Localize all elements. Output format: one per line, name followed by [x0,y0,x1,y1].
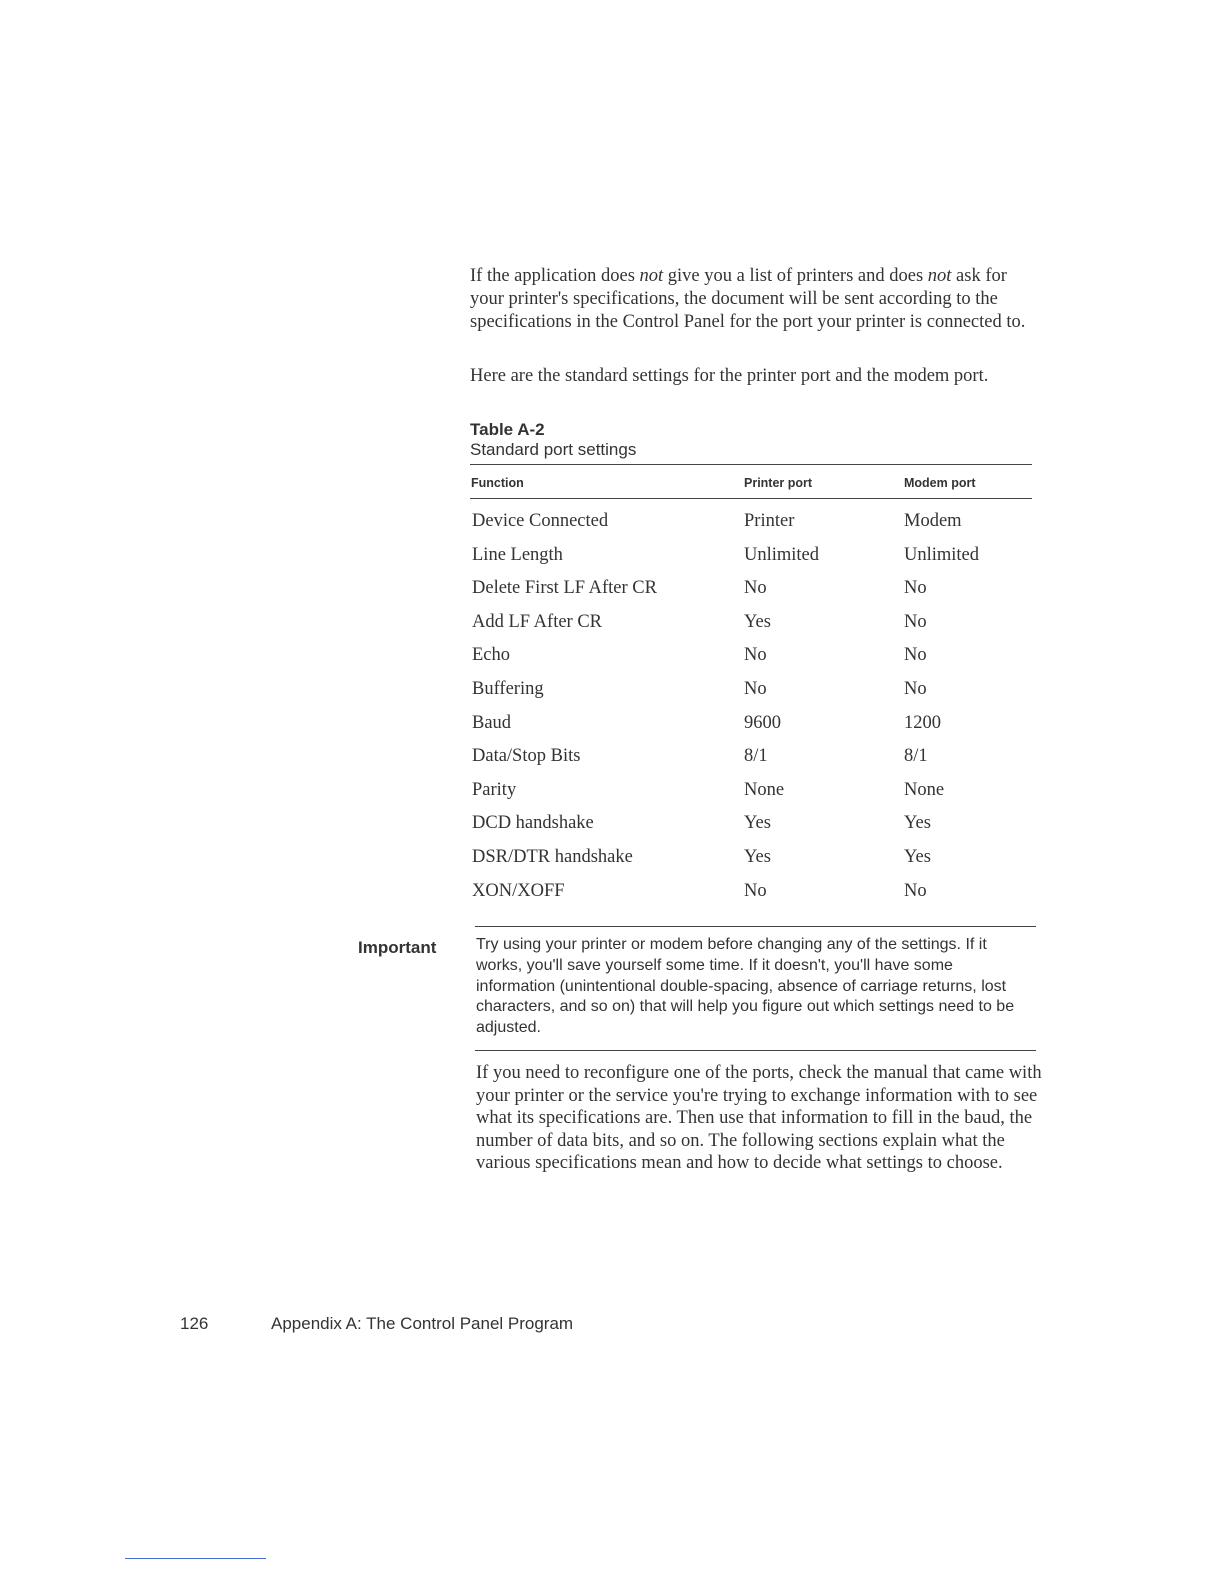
table-row [472,639,1042,673]
table-row [472,740,1042,774]
reconfigure-paragraph: If you need to reconfigure one of the ports, check the manual that came with your printer or the service you're trying to exchange information with to see what its specifications are. Then use that information to fill in the baud, the number of data bits, and so on. The following sections explain what the various specifications mean and how to decide what settings to choose. [476,1063,1042,1173]
cell-printer-port: Unlimited [744,544,820,565]
cell-printer-port: No [744,578,767,599]
cell-printer-port: Yes [744,846,771,867]
table-row [472,875,1042,909]
cell-modem-port: 1200 [904,712,941,733]
cell-printer-port: Yes [744,611,771,632]
intro-text-1: If the application does [470,266,640,286]
cell-printer-port: No [744,880,767,901]
cell-modem-port: Yes [904,813,931,834]
cell-function: DSR/DTR handshake [472,846,633,867]
port-settings-table [472,505,1042,908]
bottom-divider [125,1558,266,1559]
table-row [472,539,1042,573]
cell-printer-port: No [744,645,767,666]
important-bottom-rule [475,1050,1036,1051]
table-row [472,673,1042,707]
cell-printer-port: No [744,678,767,699]
intro-text-2: give you a list of printers and does [663,266,928,286]
cell-function: Baud [472,712,512,733]
table-title: Standard port settings [470,440,637,459]
cell-function: Line Length [472,544,563,565]
cell-function: DCD handshake [472,813,594,834]
table-row [472,841,1042,875]
cell-function: Data/Stop Bits [472,746,581,767]
table-row [472,505,1042,539]
cell-modem-port: Modem [904,511,962,531]
cell-modem-port: Unlimited [904,544,980,565]
running-footer-title: Appendix A: The Control Panel Program [271,1314,574,1333]
cell-function: Device Connected [472,511,609,531]
column-header-function: Function [471,476,524,490]
cell-modem-port: No [904,678,927,699]
cell-function: Parity [472,779,517,800]
intro-emphasis-2: not [927,266,952,286]
table-header-rule [470,498,1032,499]
cell-function: Delete First LF After CR [472,578,657,599]
cell-printer-port: Yes [744,813,771,834]
intro-text-3: ask for your printer's specifications, the document will be sent according to the specifications in the Control Panel for the port your printer is connected to. [470,266,1026,332]
cell-modem-port: None [904,779,945,800]
important-top-rule [475,926,1036,927]
cell-function: XON/XOFF [472,880,565,901]
cell-function: Add LF After CR [472,611,603,632]
cell-modem-port: No [904,880,927,901]
table-row [472,707,1042,741]
cell-modem-port: No [904,578,927,599]
cell-printer-port: Printer [744,511,795,531]
table-number: Table A-2 [470,420,545,439]
table-row [472,606,1042,640]
column-header-modem-port: Modem port [904,476,976,490]
intro-emphasis-1: not [639,266,664,286]
cell-printer-port: 9600 [744,712,781,733]
table-row [472,807,1042,841]
table-caption [470,420,636,460]
settings-intro-paragraph: Here are the standard settings for the printer port and the modem port. [470,366,989,386]
column-header-printer-port: Printer port [744,476,813,490]
table-top-rule [470,464,1032,465]
cell-modem-port: 8/1 [904,746,928,767]
intro-paragraph [470,265,1040,334]
cell-function: Buffering [472,678,544,699]
important-note-text: Try using your printer or modem before changing any of the settings. If it works, you'll save yourself some time. If it doesn't, you'll have some information (unintentional double-spacing, absence of carriage returns, lost characters, and so on) that will help you figure out which settings need to be adjusted. [476,936,1015,1037]
cell-modem-port: No [904,611,927,632]
cell-function: Echo [472,645,511,666]
page-number: 126 [180,1314,209,1333]
cell-modem-port: No [904,645,927,666]
table-row [472,572,1042,606]
cell-modem-port: Yes [904,846,931,867]
table-row [472,774,1042,808]
cell-printer-port: 8/1 [744,746,768,767]
cell-printer-port: None [744,779,785,800]
important-label: Important [358,938,437,957]
